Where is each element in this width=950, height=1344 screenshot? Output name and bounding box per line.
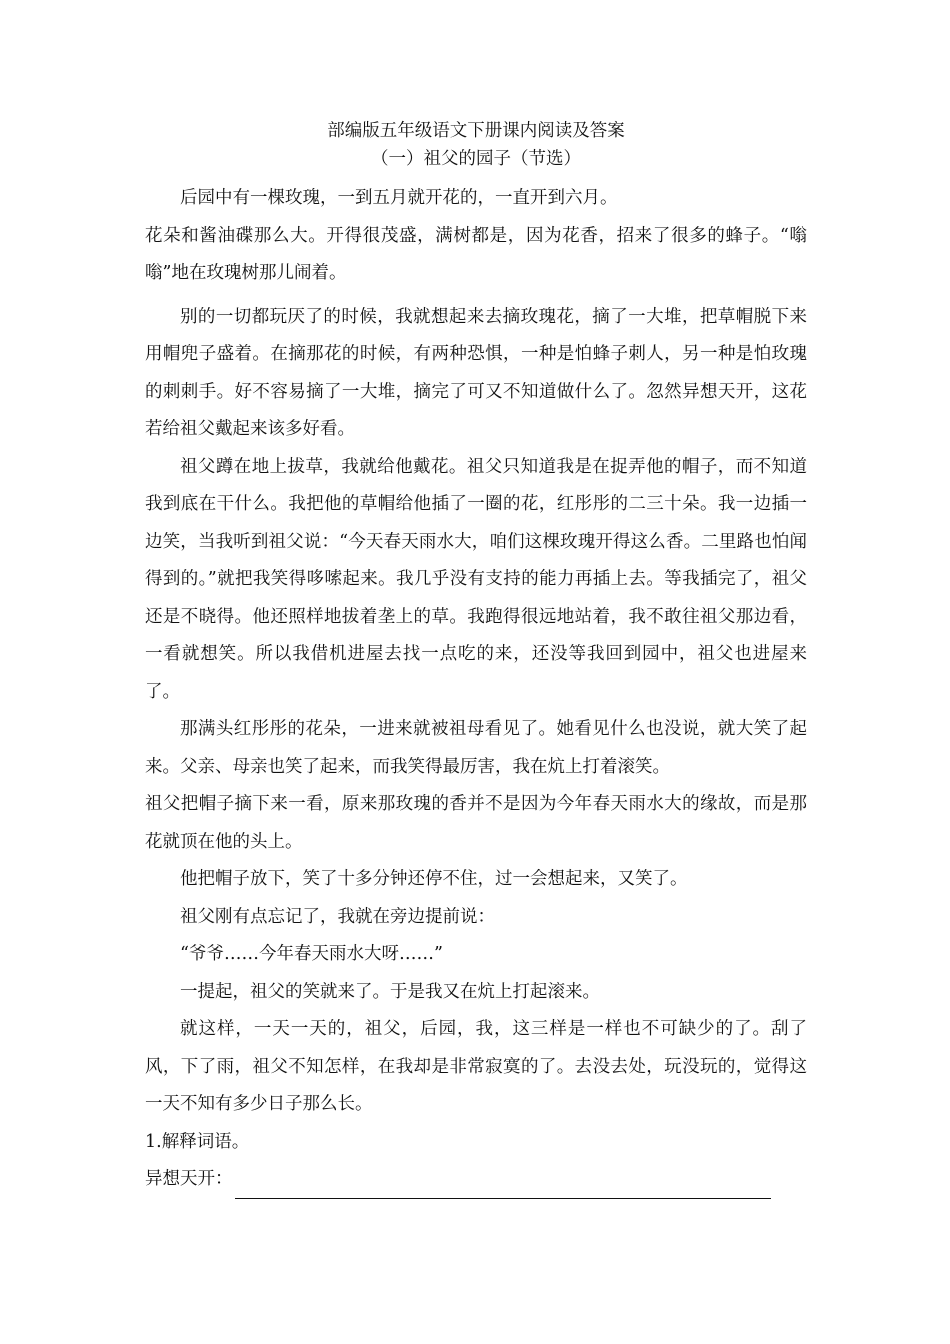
paragraph-10: 一提起，祖父的笑就来了。于是我又在炕上打起滚来。 [180,981,600,1002]
paragraph-2: 花朵和酱油碟那么大。开得很茂盛，满树都是，因为花香，招来了很多的蜂子。“嗡嗡”地在玫瑰树那儿闹着。 [145,225,807,283]
paragraph-5: 那满头红彤彤的花朵，一进来就被祖母看见了。她看见什么也没说，就大笑了起来。父亲、母亲也笑了起来，而我笑得最厉害，我在炕上打着滚笑。 [145,719,807,777]
paragraph-9: “爷爷……今年春天雨水大呀……” [180,944,443,964]
paragraph-11: 就这样，一天一天的，祖父，后园，我，这三样是一样也不可缺少的了。刮了风，下了雨，祖父不知怎样，在我却是非常寂寞的了。去没去处，玩没玩的，觉得这一天不知有多少日子那么长。 [145,1019,807,1114]
question-1: 1.解释词语。 [145,1131,250,1152]
answer-label: 异想天开： [145,1169,233,1189]
paragraph-8: 祖父刚有点忘记了，我就在旁边提前说： [180,906,495,927]
paragraph-3: 别的一切都玩厌了的时候，我就想起来去摘玫瑰花，摘了一大堆，把草帽脱下来用帽兜子盛着。在摘那花的时候，有两种恐惧，一种是怕蜂子刺人，另一种是怕玫瑰的刺刺手。好不容易摘了一大堆，摘完了可又不知道做什么了。忽然异想天开，这花若给祖父戴起来该多好看。 [145,306,807,439]
passage-title: （一）祖父的园子（节选） [371,149,581,169]
document-content [145,118,807,1199]
answer-blank-line[interactable] [235,1172,771,1199]
paragraph-1: 后园中有一棵玫瑰，一到五月就开花的，一直开到六月。 [180,188,618,208]
document-title: 部编版五年级语文下册课内阅读及答案 [327,121,625,141]
paragraph-6: 祖父把帽子摘下来一看，原来那玫瑰的香并不是因为今年春天雨水大的缘故，而是那花就顶在他的头上。 [145,794,807,852]
answer-row [145,1161,807,1199]
paragraph-4: 祖父蹲在地上拔草，我就给他戴花。祖父只知道我是在捉弄他的帽子，而不知道我到底在干什么。我把他的草帽给他插了一圈的花，红彤彤的二三十朵。我一边插一边笑，当我听到祖父说：“今天春天雨水大，咱们这棵玫瑰开得这么香。二里路也怕闻得到的。”就把我笑得哆嗦起来。我几乎没有支持的能力再插上去。等我插完了，祖父还是不晓得。他还照样地拔着垄上的草。我跑得很远地站着，我不敢往祖父那边看，一看就想笑。所以我借机进屋去找一点吃的来，还没等我回到园中，祖父也进屋来了。 [145,456,807,702]
paragraph-7: 他把帽子放下，笑了十多分钟还停不住，过一会想起来，又笑了。 [180,869,688,889]
